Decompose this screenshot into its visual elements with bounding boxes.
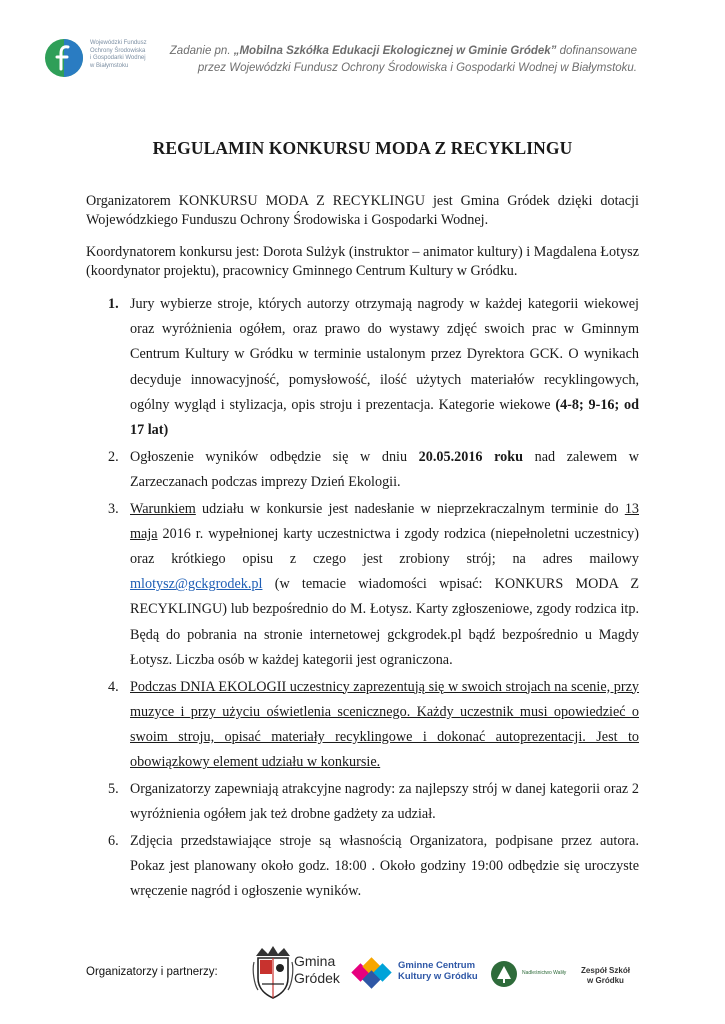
page-header (0, 0, 725, 100)
rule-item (86, 777, 639, 827)
rule-number: 5. (108, 780, 119, 797)
rule-item (86, 445, 639, 495)
forest-district-logo-icon (490, 960, 518, 988)
rule-number: 3. (108, 500, 119, 517)
fund-logo-icon (44, 38, 84, 78)
rule-text: Jury wybierze stroje, których autorzy otrzymają nagrody w każdej kategorii wiekowej oraz wyróżnienia ogółem, oraz prawo do wystawy zdjęć swoich prac w Gminnym Centrum Kultury w Gródku w terminie ustalonym przez Dyrektora GCK. O wynikach decyduje innowacyjność, pomysłowość, ilość użytych materiałów recyklingowych, ogólny wygląd i stylizacja, opis stroju i prezentacja. Kategorie wiekowe (130, 296, 639, 413)
rule-text: 2016 r. wypełnionej karty uczestnictwa i zgody rodzica (niepełnoletni uczestnicy) oraz krótkiego opisu z czego jest zrobiony strój; na adres mailowy (130, 525, 639, 568)
gmina-logo-text: Gmina Gródek (294, 953, 340, 986)
gmina-crest-icon (252, 944, 294, 1000)
rule-text: Ogłoszenie wyników odbędzie się w dniu (130, 448, 419, 465)
rule-number: 4. (108, 678, 119, 695)
school-logo-text: Zespół Szkół w Gródku (581, 966, 630, 985)
rule-number: 6. (108, 832, 119, 849)
gck-logo-icon (350, 957, 394, 991)
rule-date: 20.05.2016 roku (418, 448, 524, 465)
fund-logo-text: Wojewódzki Fundusz Ochrony Środowiska i Gospodarki Wodnej w Białymstoku (90, 40, 147, 69)
rule-deadline: 13 maja (130, 500, 639, 542)
intro-coordinator: Koordynatorem konkursu jest: Dorota Sulżyk (instruktor – animator kultury) i Magdalena Łotysz (koordynator projektu), pracownicy Gminnego Centrum Kultury w Gródku. (86, 244, 639, 279)
project-funding-note: Zadanie pn. „Mobilna Szkółka Edukacji Ekologicznej w Gminie Gródek” dofinansowane przez Wojewódzki Fundusz Ochrony Środowiska i Gospodarki Wodnej w Białymstoku. (169, 45, 637, 74)
document-title: REGULAMIN KONKURSU MODA Z RECYKLINGU (152, 138, 573, 158)
rule-condition: Warunkiem (130, 500, 196, 517)
rule-number: 2. (108, 448, 119, 465)
rule-item (86, 497, 639, 673)
partners-label: Organizatorzy i partnerzy: (86, 966, 218, 978)
rule-text: (w temacie wiadomości wpisać: KONKURS MODA Z RECYKLINGU) lub bezpośrednio do M. Łotysz. Karty zgłoszeniowe, zgody rodzica itp. Będą do pobrania na stronie internetowej gckgrodek.pl bądź bezpośrednio u Magdy Łotysz. Liczba osób w każdej kategorii jest ograniczona. (130, 576, 639, 668)
rule-number: 1. (108, 296, 119, 312)
rule-age-categories: (4-8; 9-16; od 17 lat) (130, 396, 640, 439)
rule-item (86, 829, 639, 905)
intro-organizer: Organizatorem KONKURSU MODA Z RECYKLINGU jest Gmina Gródek dzięki dotacji Wojewódzkiego Funduszu Ochrony Środowiska i Gospodarki Wodnej. (86, 193, 639, 228)
rules-list (86, 292, 639, 906)
rule-text: udziału w konkursie jest nadesłanie w nieprzekraczalnym terminie do (195, 500, 625, 517)
email-link[interactable]: mlotysz@gckgrodek.pl (130, 576, 263, 593)
rule-item (86, 675, 639, 776)
rule-item (86, 292, 639, 443)
forest-district-text: Nadleśnictwo Waliły (522, 970, 567, 976)
rule-text: Organizatorzy zapewniają atrakcyjne nagrody: za najlepszy strój w danej kategorii oraz 2 wyróżnienia ogółem jak też drobne gadżety za udział. (130, 780, 639, 823)
rule-text: nad zalewem w Zarzeczanach podczas imprezy Dzień Ekologii. (130, 448, 639, 490)
gck-logo-text: Gminne Centrum Kultury w Gródku (398, 960, 478, 982)
page-footer (0, 935, 725, 1020)
rule-text: Zdjęcia przedstawiające stroje są własnością Organizatora, podpisane przez autora. Pokaz jest planowany około godz. 18:00 . Około godziny 19:00 odbędzie się uroczyste wręczenie nagród i ogłoszenie wyników. (130, 832, 639, 900)
rule-text: Podczas DNIA EKOLOGII uczestnicy zaprezentują się w swoich strojach na scenie, przy muzyce i przy użyciu oświetlenia scenicznego. Każdy uczestnik musi opowiedzieć o swoim stroju, opisać materiały recyklingowe i dokonać autoprezentacji. Jest to obowiązkowy element udziału w konkursie. (130, 678, 639, 771)
